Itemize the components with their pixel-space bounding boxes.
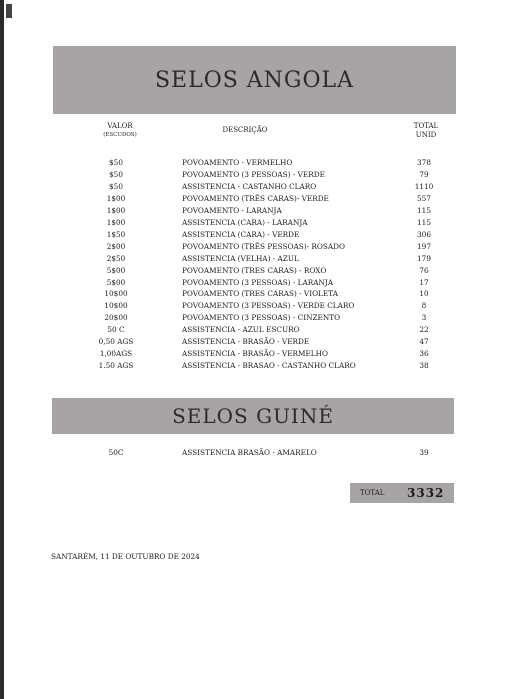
header-valor-label: VALOR [107, 122, 133, 130]
table-row [0, 217, 508, 229]
cell-descricao: ASSISTENCIA (CARA) - VERDE [182, 229, 300, 239]
table-row [0, 253, 508, 265]
cell-valor: 1$00 [106, 205, 126, 215]
table-row [0, 169, 508, 181]
cell-valor: $50 [109, 181, 123, 191]
grand-total-value: 3332 [407, 486, 445, 500]
cell-total: 378 [417, 158, 431, 167]
cell-valor: 2$50 [106, 253, 126, 263]
guine-section-title: SELOS GUINÉ [52, 398, 454, 434]
cell-descricao: POVOAMENTO (3 PESSOAS) - CINZENTO [182, 313, 341, 323]
cell-valor: 0,50 AGS [98, 337, 134, 347]
table-row [0, 157, 508, 169]
cell-valor: $50 [109, 158, 123, 167]
place-date: SANTARÉM, 11 DE OUTUBRO DE 2024 [51, 552, 200, 561]
cell-descricao: POVOAMENTO (3 PESSOAS) - VERDE [182, 169, 325, 179]
table-row [0, 181, 508, 193]
cell-total: 115 [417, 205, 431, 215]
cell-total: 1110 [414, 181, 434, 191]
cell-total: 306 [417, 229, 431, 239]
header-total-label: TOTAL [413, 122, 439, 130]
cell-valor: 1$00 [106, 217, 126, 227]
cell-descricao: POVOAMENTO (TRÊS PESSOAS)- ROSADO [182, 241, 345, 251]
header-valor-sub: (ESCUDOS) [103, 132, 137, 138]
cell-total: 79 [419, 169, 429, 179]
table-row [0, 241, 508, 253]
cell-valor: 2$00 [106, 241, 126, 251]
cell-descricao: ASSISTENCIA - BRASÃO - VERDE [182, 337, 310, 347]
cell-valor: 1$00 [106, 193, 126, 203]
cell-descricao: ASSISTENCIA - BRASÃO - VERMELHO [182, 349, 328, 359]
cell-valor: 10$00 [104, 301, 128, 311]
cell-valor: 10$00 [104, 289, 128, 299]
cell-total: 197 [417, 241, 431, 251]
cell-total: 36 [419, 349, 429, 359]
cell-descricao: ASSISTENCIA - BRASAO - CASTANHO CLARO [182, 361, 356, 371]
cell-valor: $50 [109, 169, 123, 179]
cell-total: 47 [419, 337, 429, 347]
cell-descricao: ASSISTENCIA BRASÃO - AMARELO [182, 448, 317, 457]
table-row [0, 288, 508, 300]
cell-total: 39 [419, 448, 429, 457]
cell-descricao: POVOAMENTO (TRÊS CARAS)- VERDE [182, 193, 329, 203]
cell-total: 115 [417, 217, 431, 227]
cell-descricao: ASSISTENCIA (CARA) - LARANJA [182, 217, 308, 227]
table-row [0, 324, 508, 336]
table-row [0, 265, 508, 277]
cell-valor: 1,00AGS [99, 349, 133, 359]
table-row [0, 300, 508, 312]
table-row [0, 360, 508, 372]
cell-descricao: POVOAMENTO - LARANJA [182, 205, 282, 215]
scan-mark [6, 4, 12, 18]
cell-valor: 1$50 [106, 229, 126, 239]
cell-total: 10 [419, 289, 429, 299]
header-total [405, 122, 447, 140]
cell-total: 179 [417, 253, 431, 263]
table-row [0, 336, 508, 348]
table-row [0, 193, 508, 205]
table-row [0, 229, 508, 241]
cell-total: 76 [419, 265, 429, 275]
cell-total: 3 [421, 313, 427, 323]
header-descricao: DESCRIÇÃO [222, 126, 268, 134]
cell-descricao: POVOAMENTO (3 PESSOAS) - VERDE CLARO [182, 301, 355, 311]
cell-valor: 50C [108, 448, 124, 457]
cell-total: 8 [421, 301, 427, 311]
table-row [0, 277, 508, 289]
cell-total: 38 [419, 361, 429, 371]
cell-valor: 1.50 AGS [98, 361, 134, 371]
cell-descricao: ASSISTENCIA - CASTANHO CLARO [182, 181, 317, 191]
table-row [0, 348, 508, 360]
cell-total: 17 [419, 277, 429, 287]
grand-total-label: TOTAL [360, 489, 385, 497]
cell-descricao: POVOAMENTO (3 PESSOAS) - LARANJA [182, 277, 334, 287]
cell-descricao: POVOAMENTO (TRES CARAS) - ROXO [182, 265, 327, 275]
cell-descricao: ASSISTENCIA (VELHA) - AZUL [182, 253, 299, 263]
header-total-sub: UNID [415, 131, 437, 139]
cell-valor: 5$00 [106, 265, 126, 275]
cell-descricao: POVOAMENTO - VERMELHO [182, 158, 293, 167]
table-row [0, 205, 508, 217]
table-row [0, 447, 508, 459]
cell-total: 557 [417, 193, 431, 203]
cell-descricao: ASSISTENCIA - AZUL ESCURO [182, 325, 300, 335]
cell-valor: 20$00 [104, 313, 128, 323]
grand-total-box [350, 483, 454, 503]
header-valor [95, 122, 145, 140]
table-row [0, 312, 508, 324]
cell-valor: 5$00 [106, 277, 126, 287]
angola-section-title: SELOS ANGOLA [53, 46, 456, 114]
cell-descricao: POVOAMENTO (TRES CARAS) - VIOLETA [182, 289, 338, 299]
cell-valor: 50 C [107, 325, 125, 335]
cell-total: 22 [419, 325, 429, 335]
